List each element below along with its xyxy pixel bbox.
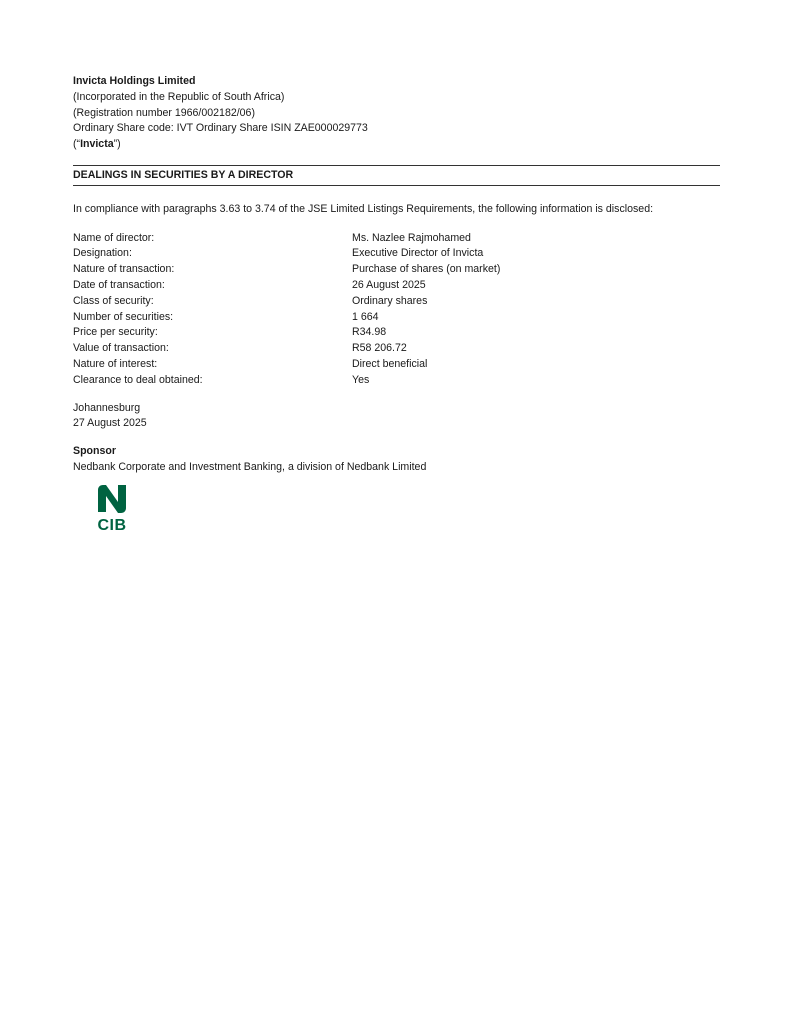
- detail-value: Yes: [352, 373, 370, 386]
- announcement-page: [73, 74, 720, 538]
- detail-label: Date of transaction:: [73, 278, 165, 291]
- detail-row: [73, 310, 720, 326]
- detail-label: Class of security:: [73, 294, 154, 307]
- sponsor-heading: Sponsor: [73, 445, 116, 458]
- nedbank-cib-logo: [92, 482, 132, 538]
- detail-row: [73, 325, 720, 341]
- place-date-block: [73, 401, 720, 433]
- company-header: [73, 74, 720, 153]
- detail-label: Price per security:: [73, 326, 158, 339]
- detail-row: [73, 341, 720, 357]
- detail-value: 26 August 2025: [352, 278, 426, 291]
- share-codes: Ordinary Share code: IVT Ordinary Share ISIN ZAE000029773: [73, 122, 368, 135]
- detail-value: 1 664: [352, 310, 379, 323]
- logo-text: CIB: [97, 516, 127, 534]
- detail-label: Name of director:: [73, 231, 155, 244]
- detail-row: [73, 357, 720, 373]
- nedbank-logo-icon: [92, 482, 132, 516]
- announcement-date: 27 August 2025: [73, 417, 147, 430]
- detail-row: [73, 294, 720, 310]
- detail-value: Purchase of shares (on market): [352, 263, 501, 276]
- detail-value: R34.98: [352, 326, 387, 339]
- sponsor-name: Nedbank Corporate and Investment Banking, a division of Nedbank Limited: [73, 460, 427, 473]
- place: Johannesburg: [73, 401, 141, 414]
- short-name: Invicta: [80, 138, 114, 151]
- detail-label: Value of transaction:: [73, 342, 169, 355]
- company-name: Invicta Holdings Limited: [73, 75, 196, 87]
- short-name-close: ”): [113, 138, 121, 151]
- short-name-open: (“: [73, 138, 81, 151]
- detail-value: Ordinary shares: [352, 294, 428, 307]
- detail-row: [73, 278, 720, 294]
- detail-value: R58 206.72: [352, 342, 407, 355]
- detail-value: Direct beneficial: [352, 357, 428, 370]
- announcement-title: DEALINGS IN SECURITIES BY A DIRECTOR: [73, 165, 720, 186]
- detail-label: Nature of interest:: [73, 357, 158, 370]
- details-table: [73, 231, 720, 389]
- incorporation-text: (Incorporated in the Republic of South Africa): [73, 90, 285, 103]
- detail-value: Ms. Nazlee Rajmohamed: [352, 231, 471, 244]
- detail-row: [73, 231, 720, 247]
- registration-number: (Registration number 1966/002182/06): [73, 106, 255, 119]
- detail-label: Designation:: [73, 247, 132, 260]
- detail-row: [73, 262, 720, 278]
- detail-value: Executive Director of Invicta: [352, 247, 484, 260]
- intro-paragraph: In compliance with paragraphs 3.63 to 3.74 of the JSE Limited Listings Requirements, the following information is disclosed:: [73, 202, 654, 215]
- detail-label: Clearance to deal obtained:: [73, 373, 203, 386]
- detail-row: [73, 246, 720, 262]
- short-name-line: [73, 137, 720, 153]
- sponsor-block: [73, 444, 720, 476]
- detail-label: Nature of transaction:: [73, 263, 175, 276]
- detail-label: Number of securities:: [73, 310, 174, 323]
- detail-row: [73, 373, 720, 389]
